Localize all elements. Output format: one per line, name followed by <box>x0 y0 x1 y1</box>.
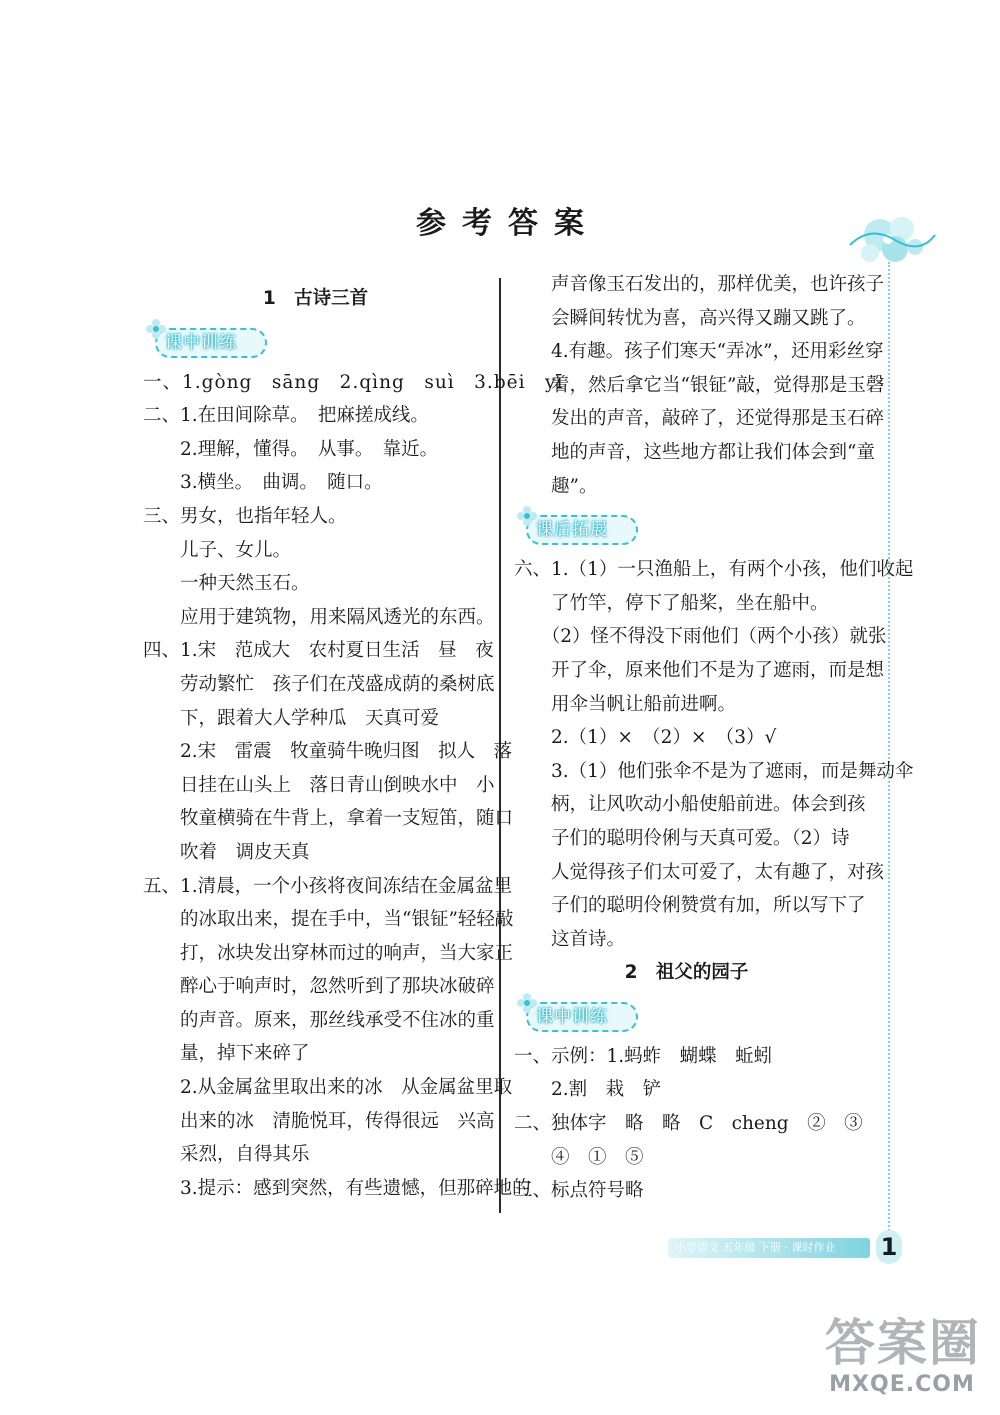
answer-line: 4.有趣。孩子们寒天“弄冰”，还用彩丝穿 <box>514 341 884 363</box>
section-heading-2: 2 祖父的园子 <box>624 962 749 984</box>
answer-line: 三、标点符号略 <box>514 1180 644 1202</box>
answer-line: 的冰取出来，提在手中，当“银钲”轻轻敲 <box>143 909 514 931</box>
answer-line: 人觉得孩子们太可爱了，太有趣了，对孩 <box>514 861 885 883</box>
answer-line: 五、1.清晨，一个小孩将夜间冻结在金属盆里 <box>143 875 513 897</box>
answer-line: 3.横坐。 曲调。 随口。 <box>143 472 383 494</box>
answer-line: 柄，让风吹动小船使船前进。体会到孩 <box>514 794 866 816</box>
answer-line: 2.（1）× （2）× （3）√ <box>514 727 777 749</box>
page-number: 1 <box>880 1233 898 1261</box>
flower-icon <box>516 992 538 1014</box>
answer-line: 2.从金属盆里取出来的冰 从金属盆里取 <box>143 1077 513 1099</box>
answer-line: 3.（1）他们张伞不是为了遮雨，而是舞动伞 <box>514 760 914 782</box>
answer-line: （2）怪不得没下雨他们（两个小孩）就张 <box>514 626 887 648</box>
answer-line: 出来的冰 清脆悦耳，传得很远 兴高 <box>143 1110 495 1132</box>
section-badge-in-class-2 <box>520 998 646 1034</box>
answer-line: 三、男女，也指年轻人。 <box>143 505 347 527</box>
answer-line: 儿子、女儿。 <box>143 539 292 561</box>
answer-line: 发出的声音，敲碎了，还觉得那是玉石碎 <box>514 408 885 430</box>
answer-line: ④ ① ⑤ <box>514 1146 644 1168</box>
answer-line: 二、1.在田间除草。 把麻搓成线。 <box>143 405 429 427</box>
answer-line: 量，掉下来碎了 <box>143 1043 310 1065</box>
section-heading-1: 1 古诗三首 <box>262 288 369 309</box>
badge-label: 课后拓展 <box>536 520 608 541</box>
watermark-logo: 答案圈 <box>825 1314 981 1372</box>
right-column <box>514 268 914 1208</box>
answer-line: 用伞当帆让船前进啊。 <box>514 693 737 715</box>
answer-line: 地的声音，这些地方都让我们体会到“童 <box>514 441 875 463</box>
answer-line: 六、1.（1）一只渔船上，有两个小孩，他们收起 <box>514 559 914 581</box>
badge-label: 课中训练 <box>536 1006 608 1027</box>
answer-line: 的声音。原来，那丝线承受不住冰的重 <box>143 1009 495 1031</box>
section-badge-in-class <box>149 324 275 360</box>
badge-label: 课中训练 <box>165 332 237 353</box>
answer-line: 2.宋 雷震 牧童骑牛晚归图 拟人 落 <box>143 741 513 763</box>
answer-line: 了竹竿，停下了船桨，坐在船中。 <box>514 592 829 614</box>
answer-line: 这首诗。 <box>514 928 626 950</box>
section-badge-after-class <box>520 511 646 547</box>
answer-line: 子们的聪明伶俐赞赏有加，所以写下了 <box>514 895 866 917</box>
flower-decoration-icon <box>840 205 940 275</box>
answer-line: 下，跟着大人学种瓜 天真可爱 <box>143 707 440 729</box>
left-column <box>143 282 564 1205</box>
answer-line: 3.提示：感到突然，有些遗憾，但那碎地的 <box>143 1177 531 1199</box>
answer-line: 吹着 调皮天真 <box>143 841 310 863</box>
answer-line: 牧童横骑在牛背上，拿着一支短笛，随口 <box>143 808 514 830</box>
flower-icon <box>145 318 167 340</box>
answer-line: 开了伞，原来他们不是为了遮雨，而是想 <box>514 659 885 681</box>
answer-line: 醉心于响声时，忽然听到了那块冰破碎 <box>143 976 495 998</box>
answer-line: 四、1.宋 范成大 农村夏日生活 昼 夜 <box>143 640 494 662</box>
answer-line: 子们的聪明伶俐与天真可爱。（2）诗 <box>514 827 850 849</box>
footer-band-text: 小学语文 五年级 下册 · 课时作业 <box>675 1241 836 1254</box>
answer-line: 应用于建筑物，用来隔风透光的东西。 <box>143 606 495 628</box>
answer-line: 着，然后拿它当“银钲”敲，觉得那是玉磬 <box>514 374 885 396</box>
answer-line: 2.割 栽 铲 <box>514 1079 662 1101</box>
answer-line: 会瞬间转忧为喜，高兴得又蹦又跳了。 <box>514 307 866 329</box>
answer-line: 2.理解，懂得。 从事。 靠近。 <box>143 438 439 460</box>
answer-line: 日挂在山头上 落日青山倒映水中 小 <box>143 774 495 796</box>
answer-line: 一种天然玉石。 <box>143 573 310 595</box>
answer-line: 打，冰块发出穿林而过的响声，当大家正 <box>143 942 514 964</box>
watermark-site: MXQE.COM <box>829 1372 975 1397</box>
answer-line: 声音像玉石发出的，那样优美，也许孩子 <box>514 274 885 295</box>
answer-line: 采烈，自得其乐 <box>143 1144 310 1166</box>
page-title: 参考答案 <box>416 206 600 241</box>
answer-line: 一、1.gòng sāng 2.qìng suì 3.bēi yī <box>143 371 564 393</box>
answer-line: 二、独体字 略 略 C cheng ② ③ <box>514 1113 863 1135</box>
answer-line: 趣”。 <box>514 475 598 497</box>
flower-icon <box>516 505 538 527</box>
answer-line: 一、示例：1.蚂蚱 蝴蝶 蚯蚓 <box>514 1045 773 1067</box>
answer-line: 劳动繁忙 孩子们在茂盛成荫的桑树底 <box>143 673 495 695</box>
